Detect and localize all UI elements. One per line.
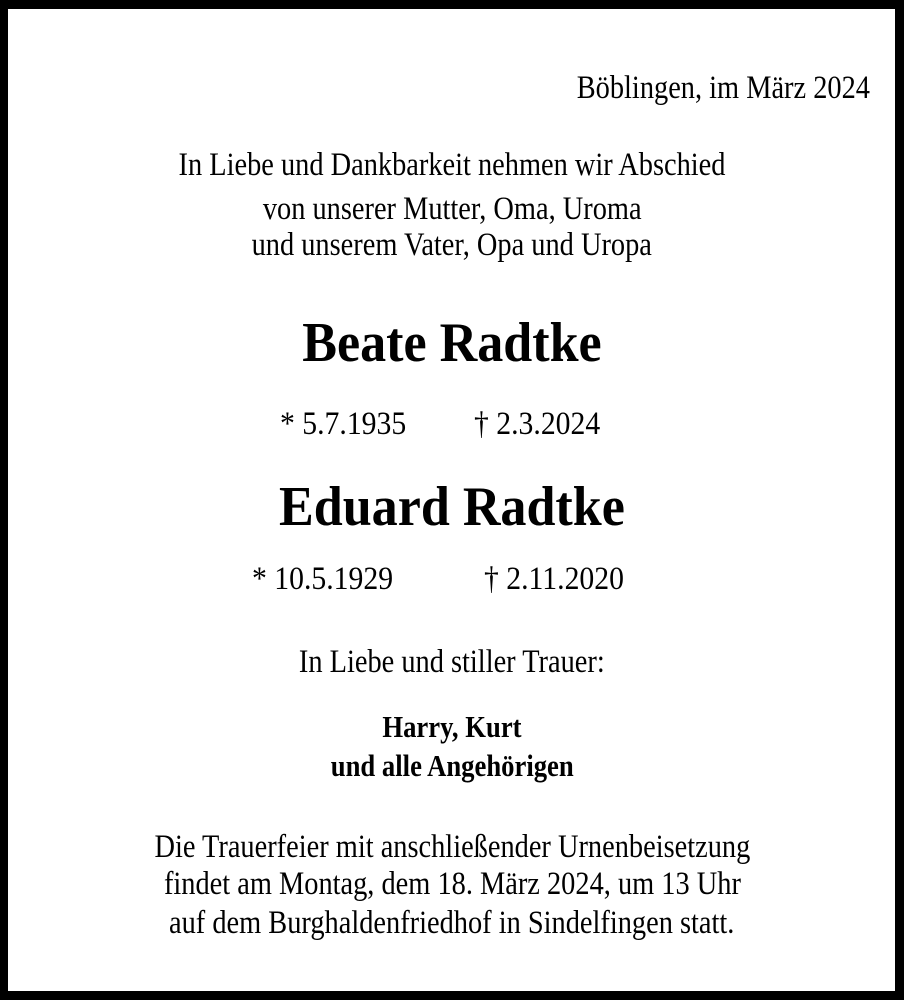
mourning-line-text: In Liebe und stiller Trauer:: [299, 644, 605, 680]
mourners-line: [0, 709, 904, 745]
funeral-info-line: [0, 905, 904, 942]
death-date-text: † 2.3.2024: [474, 406, 601, 442]
intro-line: [0, 191, 904, 228]
place-date-text: Böblingen, im März 2024: [576, 70, 870, 106]
deceased-name-1: [0, 311, 904, 375]
death-date-text: † 2.11.2020: [484, 561, 624, 597]
intro-line: [0, 147, 904, 184]
funeral-info-line: [0, 829, 904, 866]
funeral-info-line: [0, 866, 904, 903]
mourners-line-text: und alle Angehörigen: [330, 748, 574, 783]
intro-line-text: und unserem Vater, Opa und Uropa: [251, 227, 653, 263]
birth-date-1: [280, 406, 420, 443]
birth-date-text: * 10.5.1929: [252, 561, 394, 597]
deceased-name-text: Beate Radtke: [302, 312, 602, 374]
birth-date-text: * 5.7.1935: [280, 406, 407, 442]
funeral-info-text: findet am Montag, dem 18. März 2024, um 13 Uhr: [163, 866, 741, 902]
deceased-name-2: [0, 475, 904, 539]
intro-line-text: von unserer Mutter, Oma, Uroma: [262, 191, 642, 227]
intro-line-text: In Liebe und Dankbarkeit nehmen wir Abschied: [178, 147, 726, 183]
mourners-line: [0, 748, 904, 784]
birth-date-2: [252, 561, 409, 598]
death-date-2: [484, 561, 640, 598]
place-date: [529, 70, 870, 107]
funeral-info-text: Die Trauerfeier mit anschließender Urnenbeisetzung: [154, 829, 750, 865]
mourners-line-text: Harry, Kurt: [382, 709, 522, 744]
funeral-info-text: auf dem Burghaldenfriedhof in Sindelfingen statt.: [169, 905, 735, 941]
deceased-name-text: Eduard Radtke: [279, 476, 625, 538]
death-date-1: [474, 406, 614, 443]
intro-line: [0, 227, 904, 264]
mourning-line: [0, 644, 904, 681]
